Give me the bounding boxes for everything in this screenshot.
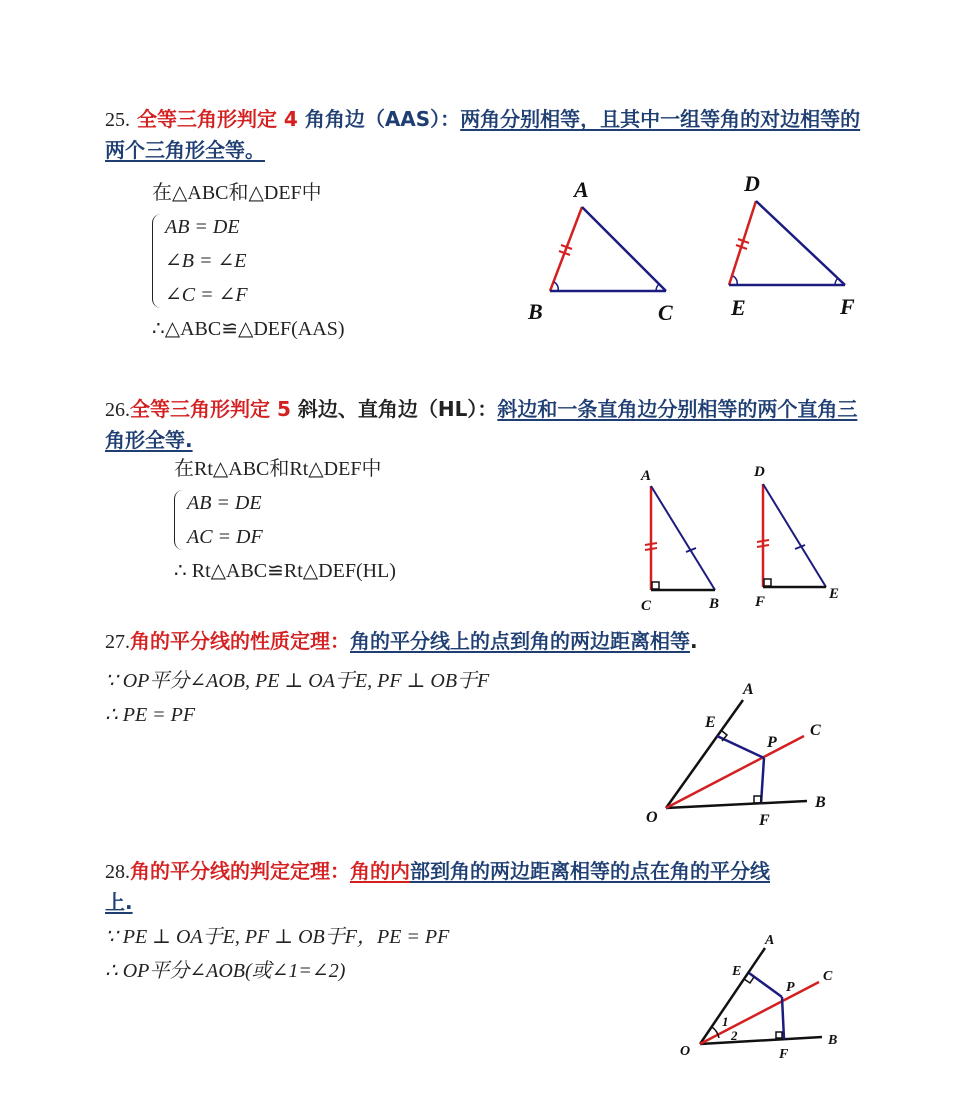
theorem-statement-start: 角的内	[350, 859, 410, 883]
label-angle-1: 1	[722, 1014, 729, 1029]
proof-conclusion: ∴ Rt△ABC≌Rt△DEF(HL)	[174, 560, 396, 582]
section-25-proof	[152, 176, 344, 346]
side-df	[756, 201, 845, 285]
brace	[152, 214, 161, 308]
section-number: 28.	[105, 861, 130, 883]
section-number: 25.	[105, 109, 130, 131]
label-f: F	[779, 1047, 789, 1062]
condition: AB = DE	[165, 216, 240, 238]
section-28-figure	[672, 930, 852, 1065]
theorem-statement: 斜边和一条直角边分别相等的两个直角三角形全等.	[105, 397, 858, 452]
condition: ∠B = ∠E	[165, 250, 247, 272]
condition: ∠C = ∠F	[165, 284, 248, 306]
proof-conclusion: ∴△ABC≌△DEF(AAS)	[152, 318, 345, 340]
bisector-oc	[666, 736, 804, 808]
label-e: E	[732, 964, 742, 979]
section-26-figure	[630, 460, 850, 615]
label-b: B	[815, 794, 826, 811]
proof-conclusion: ∴ PE = PF	[105, 704, 196, 726]
label-e: E	[829, 586, 840, 602]
proof-intro: 在△ABC和△DEF中	[152, 182, 322, 204]
theorem-statement: 部到角的两边距离相等的点在角的平分线	[410, 859, 770, 883]
label-f: F	[755, 594, 766, 610]
proof-given: ∵ PE ⊥ OA于E, PF ⊥ OB于F，PE = PF	[105, 926, 450, 948]
proof-conclusion: ∴ OP平分∠AOB(或∠1=∠2)	[105, 960, 346, 982]
section-25-figure	[510, 165, 870, 330]
ray-ob	[666, 801, 807, 808]
section-28-heading	[105, 856, 865, 917]
label-angle-2: 2	[731, 1028, 738, 1043]
section-number: 27.	[105, 631, 130, 653]
label-e: E	[731, 295, 746, 320]
condition: AB = DE	[187, 492, 262, 514]
statement-end: .	[690, 629, 698, 653]
theorem-type: 斜边、直角边（HL）：	[290, 397, 498, 421]
label-p: P	[767, 734, 777, 751]
section-26-proof	[174, 452, 396, 588]
label-c: C	[641, 598, 652, 614]
label-b: B	[709, 596, 720, 612]
label-p: P	[786, 980, 795, 995]
condition: AC = DF	[187, 526, 263, 548]
proof-conditions	[174, 486, 396, 554]
label-f: F	[759, 812, 770, 829]
angle-arc-e	[733, 276, 737, 285]
theorem-statement: 两角分别相等，且其中一组等角的对边相等的两个三角形全等。	[105, 107, 861, 162]
theorem-statement-end: 上.	[105, 890, 133, 914]
label-c: C	[823, 969, 833, 984]
section-26-heading	[105, 394, 865, 455]
side-ab	[550, 207, 582, 291]
section-27-figure	[630, 675, 850, 835]
tick-mark	[645, 543, 657, 545]
theorem-statement: 角的平分线上的点到角的两边距离相等	[350, 629, 690, 653]
label-c: C	[810, 722, 821, 739]
tick-mark	[645, 548, 657, 550]
theorem-name: 全等三角形判定 5	[130, 397, 291, 421]
proof-intro: 在Rt△ABC和Rt△DEF中	[174, 458, 382, 480]
side-de	[763, 484, 826, 587]
label-f: F	[840, 294, 855, 319]
label-a: A	[765, 933, 775, 948]
section-27-proof	[105, 664, 489, 732]
side-ac	[582, 207, 666, 291]
theorem-type: 角角边（AAS）：	[297, 107, 461, 131]
side-ab	[651, 486, 715, 590]
label-e: E	[705, 714, 716, 731]
label-b: B	[828, 1033, 838, 1048]
label-c: C	[658, 300, 673, 325]
section-27-heading	[105, 626, 865, 657]
segment-pe	[749, 973, 782, 997]
theorem-name: 角的平分线的判定定理：	[130, 859, 350, 883]
label-o: O	[646, 809, 658, 826]
label-a: A	[574, 177, 589, 202]
brace	[174, 490, 183, 550]
section-number: 26.	[105, 399, 130, 421]
tick-mark	[757, 545, 769, 547]
label-b: B	[528, 299, 543, 324]
proof-conditions	[152, 210, 344, 312]
label-o: O	[680, 1044, 691, 1059]
label-d: D	[754, 464, 765, 480]
right-angle-mark	[776, 1032, 782, 1038]
label-a: A	[743, 681, 754, 698]
theorem-name: 角的平分线的性质定理：	[130, 629, 350, 653]
right-angle-mark	[764, 579, 771, 586]
right-angle-mark	[652, 582, 659, 589]
angle-arc-b	[554, 282, 558, 291]
label-d: D	[744, 171, 760, 196]
label-a: A	[641, 468, 652, 484]
side-de	[729, 201, 756, 285]
section-28-proof	[105, 920, 449, 988]
section-25-heading	[105, 104, 865, 165]
theorem-name: 全等三角形判定 4	[136, 107, 298, 131]
tick-mark	[757, 540, 769, 542]
proof-given: ∵ OP平分∠AOB, PE ⊥ OA于E, PF ⊥ OB于F	[105, 670, 490, 692]
